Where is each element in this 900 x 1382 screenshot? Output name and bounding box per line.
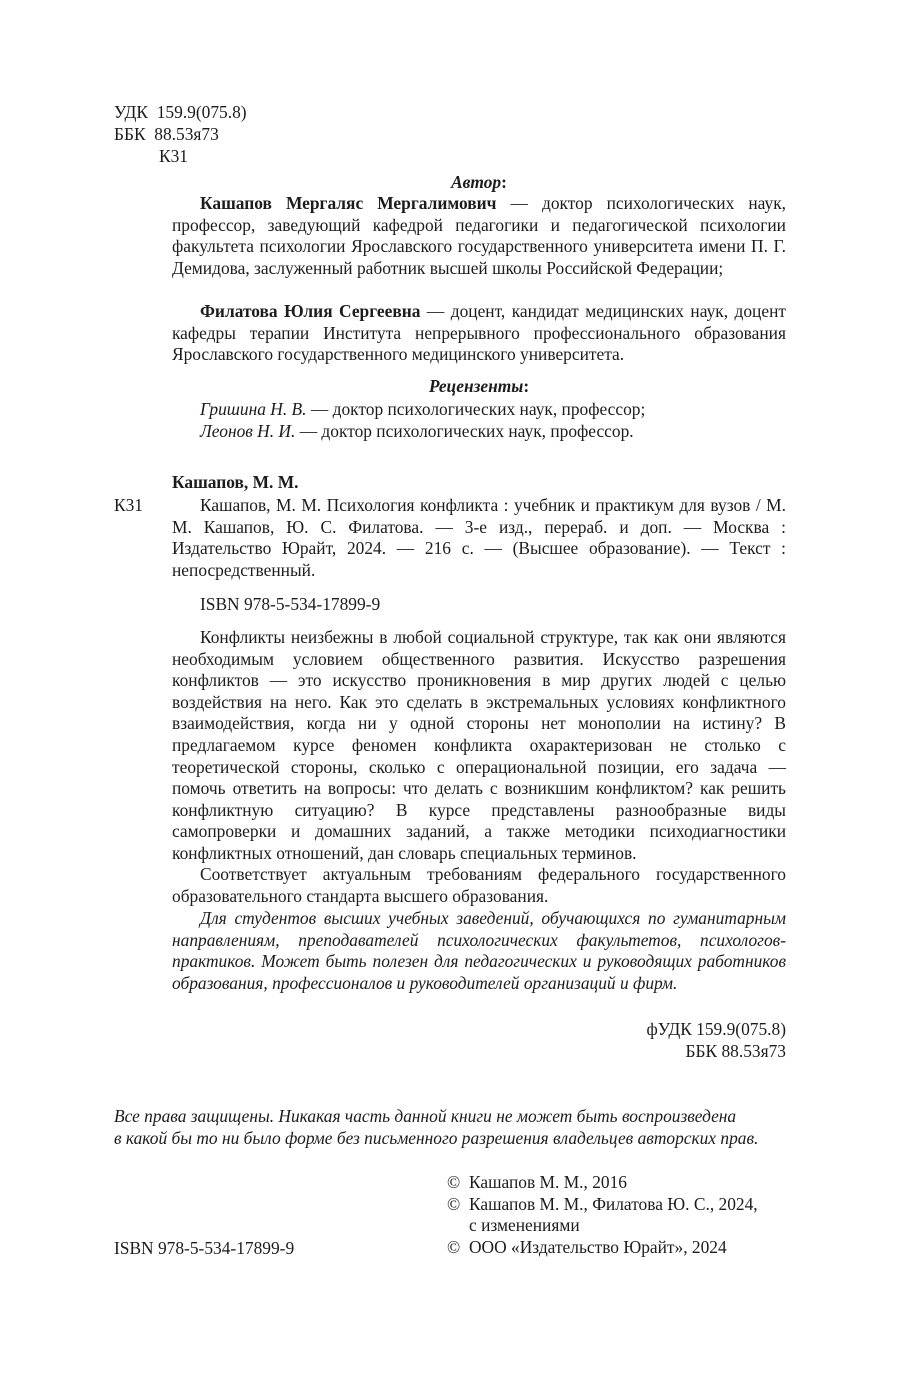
catalog-sign: К31 <box>114 495 143 515</box>
rights-notice <box>114 1106 804 1149</box>
copyright-entry <box>447 1237 807 1259</box>
authors-heading-colon: : <box>501 172 507 192</box>
catalog-description: Кашапов, М. М. Психология конфликта : учебник и практикум для вузов / М. М. Кашапов, Ю. С. Филатова. — 3-е изд., перераб. и доп. — Москва : Издательство Юрайт, 2024. — 216 с. — (Высшее образование). — Текст : непосредственный. <box>172 495 786 580</box>
reviewers-heading-text: Рецензенты <box>428 376 524 396</box>
copyright-text: Кашапов М. М., 2016 <box>469 1172 627 1192</box>
copyright-entry <box>447 1172 807 1194</box>
reviewer-entry-2 <box>200 421 634 443</box>
author-name: Филатова Юлия Сергеевна <box>200 301 421 321</box>
copyright-block <box>447 1172 807 1258</box>
catalog-main-author: Кашапов, М. М. <box>172 472 299 492</box>
copyright-entry <box>447 1194 807 1237</box>
author-entry-1 <box>172 193 786 279</box>
author-name: Кашапов Мергаляс Мергалимович <box>200 193 497 213</box>
class-bottom-bbk: ББК 88.53я73 <box>685 1041 786 1061</box>
udk-value: 159.9(075.8) <box>156 102 247 122</box>
rights-line-2: в какой бы то ни было форме без письменного разрешения владельцев авторских прав. <box>114 1127 759 1148</box>
copyright-symbol: © <box>447 1193 461 1214</box>
annotation-audience: Для студентов высших учебных заведений, обучающихся по гуманитарным направлениям, преподавателей психологических факультетов, психологов-практиков. Может быть полезен для педагогических и руководящих работников образования, профессионалов и руководителей организаций и фирм. <box>172 908 786 993</box>
copyright-symbol: © <box>447 1172 461 1192</box>
isbn-bottom: ISBN 978-5-534-17899-9 <box>114 1238 295 1258</box>
reviewer-entry-1 <box>200 399 645 421</box>
authors-heading-text: Автор <box>451 172 502 192</box>
reviewers-heading-colon: : <box>523 376 530 396</box>
copyright-text: Кашапов М. М., Филатова Ю. С., 2024, <box>469 1193 758 1214</box>
catalog-isbn: ISBN 978-5-534-17899-9 <box>200 594 381 614</box>
classification-block <box>114 101 247 167</box>
udk-label: УДК <box>114 102 149 122</box>
annotation-paragraph-2: Соответствует актуальным требованиям федерального государственного образовательного стандарта высшего образования. <box>172 864 786 906</box>
reviewer-description: — доктор психологических наук, профессор; <box>306 399 646 419</box>
bbk-value: 88.53я73 <box>154 124 219 144</box>
reviewer-name: Леонов Н. И. <box>200 421 296 441</box>
author-entry-2 <box>172 301 786 366</box>
reviewer-name: Гришина Н. В. <box>200 399 307 419</box>
reviewers-heading <box>172 376 786 398</box>
class-bottom-udk: фУДК 159.9(075.8) <box>646 1019 786 1039</box>
reviewer-description: — доктор психологических наук, профессор. <box>295 421 634 441</box>
author-description: — доктор психологических наук, профессор, заведующий кафедрой педагогики и педагогической психологии факультета психологии Ярославского государственного университета имени П. Г. Демидова, заслуженный работник высшей школы Российской Федерации; <box>172 193 787 278</box>
bbk-label: ББК <box>114 124 146 144</box>
author-description: — доцент, кандидат медицинских наук, доцент кафедры терапии Института непрерывного профессионального образования Ярославского государственного медицинского университета. <box>172 301 786 365</box>
author-sign: К31 <box>159 146 188 166</box>
rights-line-1: Все права защищены. Никакая часть данной книги не может быть воспроизведена <box>114 1106 737 1126</box>
authors-heading <box>172 172 786 194</box>
annotation-paragraph-1: Конфликты неизбежны в любой социальной структуре, так как они являются необходимым условием общественного развития. Искусство разрешения конфликтов — это искусство проникновения в мир других людей с целью воздействия на него. Как это сделать в экстремальных условиях конфликтного взаимодействия, когда ни у одной стороны нет монополии на истину? В предлагаемом курсе феномен конфликта охарактеризован не столько с теоретической стороны, сколько с операциональной позиции, его задача — помочь ответить на вопросы: что делать с возникшим конфликтом? как решить конфликтную ситуацию? В курсе представлены разнообразные виды самопроверки и домашних заданий, а также методики психодиагностики конфликтных отношений, дан словарь специальных терминов. <box>172 627 786 863</box>
copyright-symbol: © <box>447 1236 461 1257</box>
copyright-text-continuation: с изменениями <box>469 1215 580 1236</box>
copyright-text: ООО «Издательство Юрайт», 2024 <box>469 1236 727 1257</box>
